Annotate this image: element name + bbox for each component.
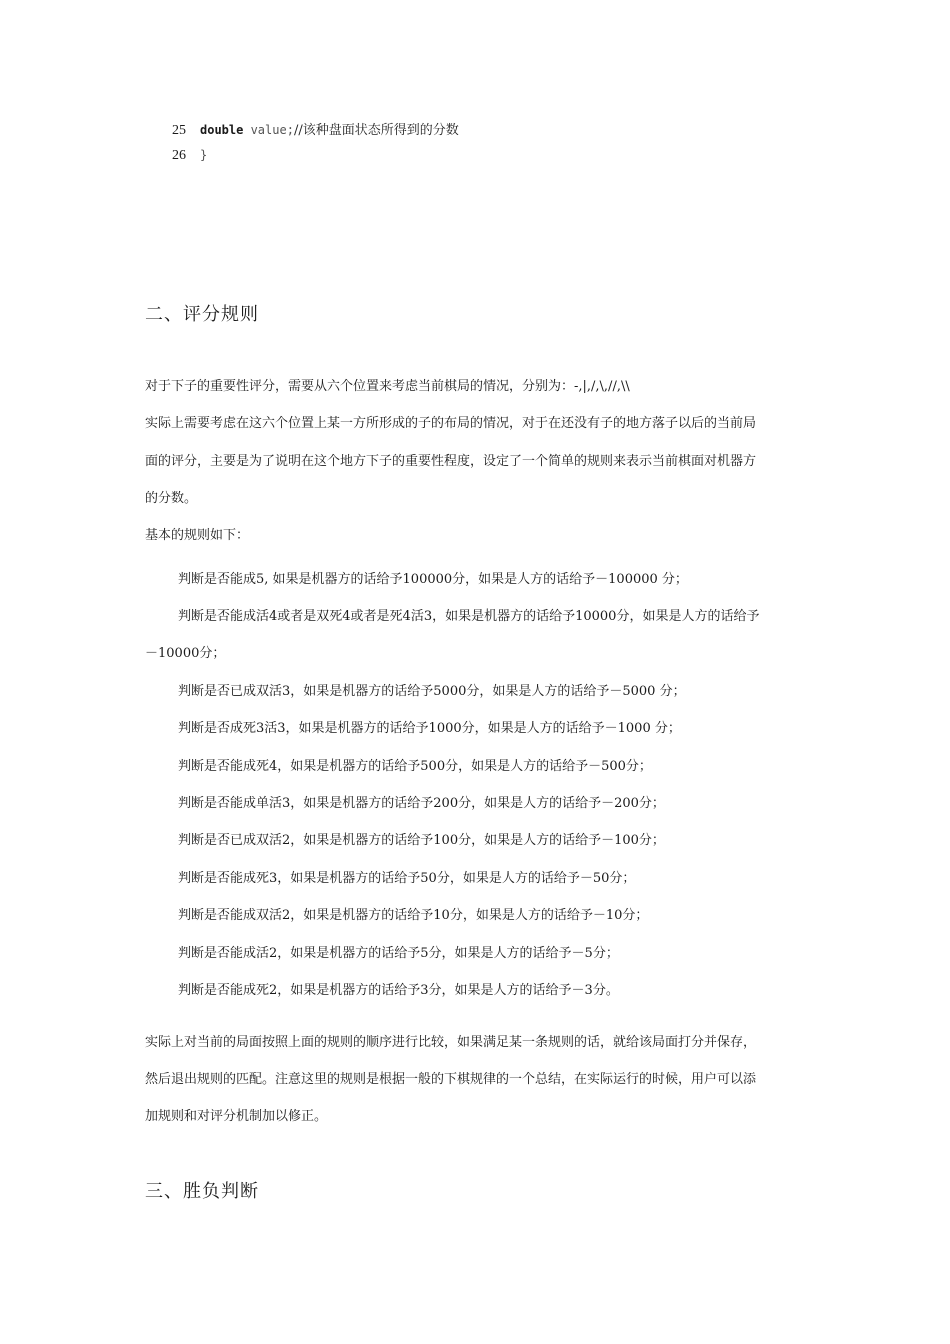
- rule-item-5: 判断是否能成死4，如果是机器方的话给予500分，如果是人方的话给予－500分；: [178, 759, 652, 774]
- intro-paragraph: 对于下子的重要性评分，需要从六个位置来考虑当前棋局的情况，分别为：-,|,/,\,//,\\: [145, 379, 630, 394]
- line-number: 26: [172, 148, 186, 163]
- code-line-25: [172, 121, 459, 140]
- rule-item-9: 判断是否能成双活2，如果是机器方的话给予10分，如果是人方的话给予－10分；: [178, 908, 649, 923]
- rule-item-1: 判断是否能成5, 如果是机器方的话给予100000分，如果是人方的话给予－100000 分；: [178, 572, 688, 587]
- line-number: 25: [172, 123, 186, 138]
- description-line-3: 的分数。: [145, 491, 198, 506]
- rule-item-8: 判断是否能成死3，如果是机器方的话给予50分，如果是人方的话给予－50分；: [178, 871, 636, 886]
- outro-line-3: 加规则和对评分机制加以修正。: [145, 1109, 328, 1124]
- rules-intro: 基本的规则如下：: [145, 528, 250, 543]
- description-line-1: 实际上需要考虑在这六个位置上某一方所形成的子的布局的情况，对于在还没有子的地方落子以后的当前局: [145, 416, 757, 431]
- outro-line-2: 然后退出规则的匹配。注意这里的规则是根据一般的下棋规律的一个总结，在实际运行的时候，用户可以添: [145, 1072, 757, 1087]
- section-heading-win-loss: 三、胜负判断: [145, 1181, 259, 1202]
- code-line-26: [172, 146, 207, 165]
- rule-item-2: 判断是否能成活4或者是双死4或者是死4活3，如果是机器方的话给予10000分，如果是人方的话给予: [178, 609, 760, 624]
- code-text: value;: [243, 123, 294, 137]
- description-line-2: 面的评分，主要是为了说明在这个地方下子的重要性程度，设定了一个简单的规则来表示当前棋面对机器方: [145, 454, 757, 469]
- rule-item-11: 判断是否能成死2，如果是机器方的话给予3分，如果是人方的话给予－3分。: [178, 983, 619, 998]
- section-heading-scoring-rules: 二、评分规则: [145, 304, 259, 325]
- rule-item-4: 判断是否成死3活3，如果是机器方的话给予1000分，如果是人方的话给予－1000 分；: [178, 721, 681, 736]
- code-text: }: [200, 148, 208, 162]
- code-keyword: double: [200, 123, 244, 137]
- outro-line-1: 实际上对当前的局面按照上面的规则的顺序进行比较，如果满足某一条规则的话，就给该局面打分并保存，: [145, 1035, 757, 1050]
- rule-item-10: 判断是否能成活2，如果是机器方的话给予5分，如果是人方的话给予－5分；: [178, 946, 619, 961]
- rule-item-7: 判断是否已成双活2，如果是机器方的话给予100分，如果是人方的话给予－100分；: [178, 833, 665, 848]
- rule-item-3: 判断是否已成双活3，如果是机器方的话给予5000分，如果是人方的话给予－5000 分；: [178, 684, 686, 699]
- rule-item-2-continuation: －10000分；: [145, 646, 226, 661]
- code-comment: //该种盘面状态所得到的分数: [293, 123, 459, 138]
- rule-item-6: 判断是否能成单活3，如果是机器方的话给予200分，如果是人方的话给予－200分；: [178, 796, 665, 811]
